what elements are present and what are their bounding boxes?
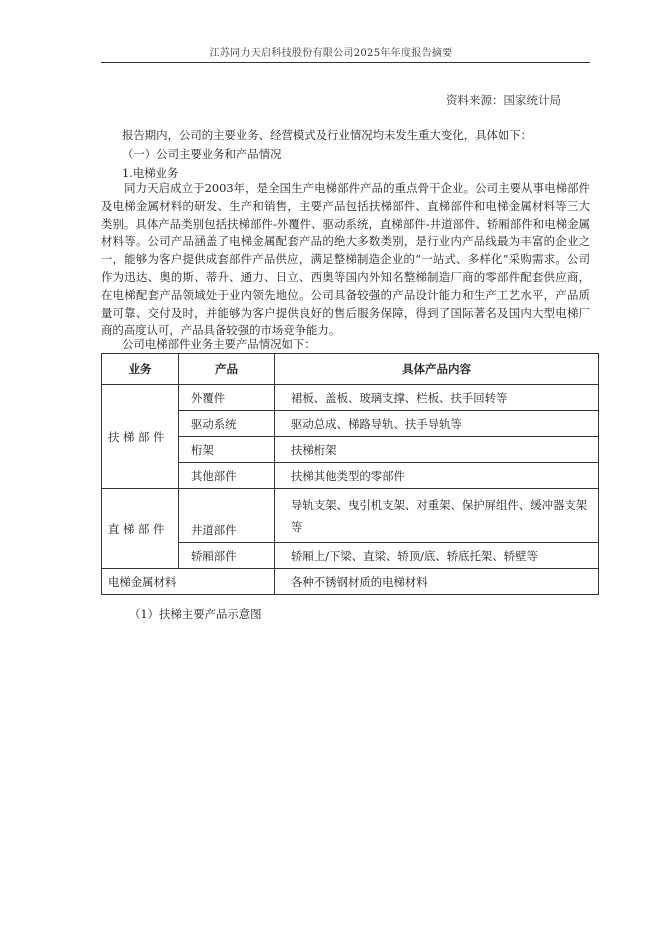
company-intro-text: 同力天启成立于2003年，是全国生产电梯部件产品的重点骨干企业。公司主要从事电梯部件及电梯金属材料的研发、生产和销售，主要产品包括扶梯部件、直梯部件和电梯金属材料等三大类别。具体产品类别包括扶梯部件-外覆件、驱动系统，直梯部件-井道部件、轿厢部件和电梯金属材料等。公司产品涵盖了电梯金属配套产品的绝大多数类别，是行业内产品线最为丰富的企业之一，能够为客户提供成套部件产品供应，满足整梯制造企业的“一站式、多样化”采购需求。公司作为迅达、奥的斯、蒂升、通力、日立、西奥等国内外知名整梯制造厂商的零部件配套供应商，在电梯配套产品领域处于业内领先地位。公司具备较强的产品设计能力和生产工艺水平，产品质量可靠、交付及时，并能够为客户提供良好的售后服务保障，得到了国际著名及国内大型电梯厂商的高度认可，产品具备较强的市场竞争能力。: [101, 181, 590, 338]
product-cell: 驱动系统: [179, 411, 275, 437]
product-cell: 轿厢部件: [179, 543, 275, 569]
subsection-heading: 1.电梯业务: [122, 166, 179, 180]
report-period-paragraph: 报告期内，公司的主要业务、经营模式及行业情况均未发生重大变化，具体如下：: [122, 128, 533, 142]
header-divider: [101, 62, 590, 63]
product-cell: 井道部件: [179, 489, 275, 543]
detail-cell: 扶梯其他类型的零部件: [275, 463, 599, 489]
table-row: [102, 569, 599, 595]
detail-cell: 轿厢上/下梁、直梁、轿顶/底、轿底托架、轿壁等: [275, 543, 599, 569]
section-heading: （一）公司主要业务和产品情况: [122, 147, 282, 161]
header-product: 产品: [179, 354, 275, 385]
detail-cell: 各种不锈钢材质的电梯材料: [275, 569, 599, 595]
figure-caption: （1）扶梯主要产品示意图: [129, 607, 262, 621]
business-cell-escalator: 扶 梯 部 件: [102, 385, 179, 489]
table-intro: 公司电梯部件业务主要产品情况如下：: [122, 337, 316, 351]
header-detail: 具体产品内容: [275, 354, 599, 385]
header-business: 业务: [102, 354, 179, 385]
detail-cell: 驱动总成、梯路导轨、扶手导轨等: [275, 411, 599, 437]
business-cell-metal: 电梯金属材料: [102, 569, 275, 595]
product-cell: 外覆件: [179, 385, 275, 411]
table-row: [102, 489, 599, 543]
page-header: 江苏同力天启科技股份有限公司2025年年度报告摘要: [209, 48, 453, 59]
product-table: [101, 353, 599, 595]
table-header-row: [102, 354, 599, 385]
product-cell: 桁架: [179, 437, 275, 463]
table-row: [102, 385, 599, 411]
product-cell: 其他部件: [179, 463, 275, 489]
detail-cell: 裙板、盖板、玻璃支撑、栏板、扶手回转等: [275, 385, 599, 411]
detail-cell: 导轨支架、曳引机支架、对重架、保护屏组件、缓冲器支架等: [275, 489, 599, 543]
detail-cell: 扶梯桁架: [275, 437, 599, 463]
source-note: 资料来源：国家统计局: [446, 93, 561, 107]
business-cell-elevator: 直 梯 部 件: [102, 489, 179, 569]
company-intro-paragraph: [101, 180, 590, 340]
